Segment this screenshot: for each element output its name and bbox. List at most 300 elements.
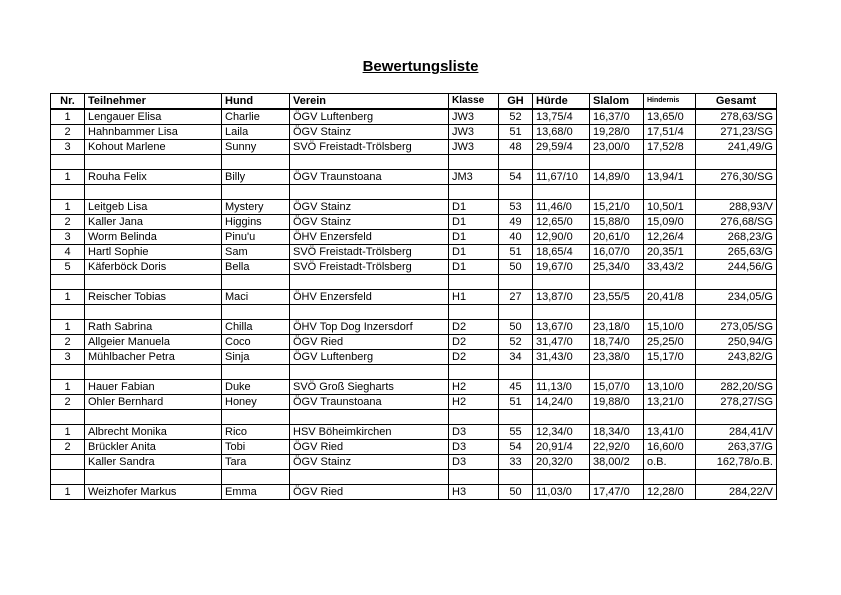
cell-teilnehmer: Hauer Fabian xyxy=(85,380,222,395)
cell-gesamt: 265,63/G xyxy=(696,245,777,260)
cell-slalom: 16,37/0 xyxy=(590,109,644,125)
cell-slalom: 15,07/0 xyxy=(590,380,644,395)
cell-gesamt: 234,05/G xyxy=(696,290,777,305)
cell-hund: Maci xyxy=(222,290,290,305)
cell-slalom: 18,74/0 xyxy=(590,335,644,350)
cell-verein: ÖGV Ried xyxy=(290,440,449,455)
header-slalom: Slalom xyxy=(590,94,644,110)
header-verein: Verein xyxy=(290,94,449,110)
cell-hindernis: 20,35/1 xyxy=(644,245,696,260)
table-row xyxy=(51,125,777,140)
cell-hund: Duke xyxy=(222,380,290,395)
table-row xyxy=(51,230,777,245)
empty-cell xyxy=(51,470,85,485)
cell-hund: Billy xyxy=(222,170,290,185)
cell-klasse: JM3 xyxy=(449,170,499,185)
cell-hund: Sunny xyxy=(222,140,290,155)
empty-cell xyxy=(449,470,499,485)
empty-cell xyxy=(644,275,696,290)
cell-huerde: 12,65/0 xyxy=(533,215,590,230)
empty-cell xyxy=(51,155,85,170)
cell-gh: 52 xyxy=(499,335,533,350)
cell-teilnehmer: Reischer Tobias xyxy=(85,290,222,305)
cell-hund: Honey xyxy=(222,395,290,410)
cell-gh: 50 xyxy=(499,260,533,275)
empty-cell xyxy=(499,365,533,380)
cell-verein: ÖGV Ried xyxy=(290,485,449,500)
cell-teilnehmer: Hahnbammer Lisa xyxy=(85,125,222,140)
empty-cell xyxy=(644,365,696,380)
cell-nr: 3 xyxy=(51,350,85,365)
table-row xyxy=(51,425,777,440)
cell-hindernis: 13,21/0 xyxy=(644,395,696,410)
cell-verein: ÖGV Stainz xyxy=(290,215,449,230)
empty-cell xyxy=(533,185,590,200)
cell-nr: 2 xyxy=(51,215,85,230)
empty-cell xyxy=(85,155,222,170)
cell-gh: 52 xyxy=(499,109,533,125)
cell-hund: Laila xyxy=(222,125,290,140)
cell-verein: HSV Böheimkirchen xyxy=(290,425,449,440)
cell-slalom: 18,34/0 xyxy=(590,425,644,440)
cell-nr: 1 xyxy=(51,425,85,440)
cell-nr: 1 xyxy=(51,290,85,305)
cell-teilnehmer: Lengauer Elisa xyxy=(85,109,222,125)
table-row xyxy=(51,380,777,395)
empty-cell xyxy=(290,470,449,485)
empty-cell xyxy=(696,185,777,200)
cell-klasse: D3 xyxy=(449,440,499,455)
cell-klasse: JW3 xyxy=(449,109,499,125)
cell-nr: 2 xyxy=(51,335,85,350)
header-hund: Hund xyxy=(222,94,290,110)
cell-klasse: H2 xyxy=(449,380,499,395)
cell-hund: Pinu'u xyxy=(222,230,290,245)
empty-cell xyxy=(449,155,499,170)
empty-cell xyxy=(51,305,85,320)
table-row xyxy=(51,290,777,305)
cell-gh: 51 xyxy=(499,395,533,410)
empty-cell xyxy=(696,275,777,290)
cell-gh: 51 xyxy=(499,245,533,260)
cell-verein: SVÖ Freistadt-Trölsberg xyxy=(290,140,449,155)
cell-hund: Tobi xyxy=(222,440,290,455)
table-row xyxy=(51,109,777,125)
empty-cell xyxy=(644,470,696,485)
empty-cell xyxy=(449,185,499,200)
cell-verein: ÖGV Luftenberg xyxy=(290,350,449,365)
empty-cell xyxy=(449,275,499,290)
cell-huerde: 13,87/0 xyxy=(533,290,590,305)
empty-cell xyxy=(290,410,449,425)
cell-nr: 1 xyxy=(51,320,85,335)
cell-hund: Chilla xyxy=(222,320,290,335)
cell-gh: 33 xyxy=(499,455,533,470)
table-row xyxy=(51,455,777,470)
cell-klasse: D2 xyxy=(449,335,499,350)
cell-slalom: 17,47/0 xyxy=(590,485,644,500)
cell-teilnehmer: Mühlbacher Petra xyxy=(85,350,222,365)
empty-cell xyxy=(222,305,290,320)
empty-cell xyxy=(51,275,85,290)
cell-nr: 3 xyxy=(51,140,85,155)
cell-gh: 34 xyxy=(499,350,533,365)
spacer-row xyxy=(51,470,777,485)
empty-cell xyxy=(290,155,449,170)
cell-verein: ÖGV Traunstoana xyxy=(290,170,449,185)
cell-teilnehmer: Kaller Jana xyxy=(85,215,222,230)
empty-cell xyxy=(499,410,533,425)
cell-klasse: D1 xyxy=(449,245,499,260)
empty-cell xyxy=(85,410,222,425)
cell-slalom: 22,92/0 xyxy=(590,440,644,455)
cell-gh: 40 xyxy=(499,230,533,245)
cell-teilnehmer: Leitgeb Lisa xyxy=(85,200,222,215)
cell-hindernis: 12,28/0 xyxy=(644,485,696,500)
cell-huerde: 13,75/4 xyxy=(533,109,590,125)
cell-gesamt: 250,94/G xyxy=(696,335,777,350)
cell-hindernis: 15,17/0 xyxy=(644,350,696,365)
cell-klasse: D2 xyxy=(449,320,499,335)
cell-teilnehmer: Kohout Marlene xyxy=(85,140,222,155)
table-row xyxy=(51,245,777,260)
cell-teilnehmer: Worm Belinda xyxy=(85,230,222,245)
cell-hindernis: 10,50/1 xyxy=(644,200,696,215)
empty-cell xyxy=(290,365,449,380)
spacer-row xyxy=(51,410,777,425)
cell-gesamt: 243,82/G xyxy=(696,350,777,365)
cell-verein: SVÖ Freistadt-Trölsberg xyxy=(290,260,449,275)
empty-cell xyxy=(85,185,222,200)
empty-cell xyxy=(499,155,533,170)
cell-huerde: 31,43/0 xyxy=(533,350,590,365)
cell-klasse: D3 xyxy=(449,455,499,470)
cell-slalom: 23,18/0 xyxy=(590,320,644,335)
cell-nr: 2 xyxy=(51,440,85,455)
empty-cell xyxy=(222,275,290,290)
cell-klasse: D2 xyxy=(449,350,499,365)
empty-cell xyxy=(222,185,290,200)
cell-slalom: 23,55/5 xyxy=(590,290,644,305)
table-row xyxy=(51,200,777,215)
cell-slalom: 25,34/0 xyxy=(590,260,644,275)
cell-slalom: 23,00/0 xyxy=(590,140,644,155)
cell-gesamt: 241,49/G xyxy=(696,140,777,155)
cell-klasse: D3 xyxy=(449,425,499,440)
table-row xyxy=(51,485,777,500)
table-row xyxy=(51,395,777,410)
cell-gesamt: 278,27/SG xyxy=(696,395,777,410)
empty-cell xyxy=(590,155,644,170)
cell-gh: 48 xyxy=(499,140,533,155)
empty-cell xyxy=(696,410,777,425)
empty-cell xyxy=(449,365,499,380)
cell-nr: 1 xyxy=(51,380,85,395)
empty-cell xyxy=(85,470,222,485)
cell-klasse: D1 xyxy=(449,215,499,230)
table-row xyxy=(51,170,777,185)
cell-gesamt: 276,30/SG xyxy=(696,170,777,185)
empty-cell xyxy=(499,275,533,290)
cell-gesamt: 268,23/G xyxy=(696,230,777,245)
empty-cell xyxy=(533,305,590,320)
spacer-row xyxy=(51,275,777,290)
cell-hund: Sam xyxy=(222,245,290,260)
cell-teilnehmer: Rath Sabrina xyxy=(85,320,222,335)
empty-cell xyxy=(85,305,222,320)
cell-gh: 55 xyxy=(499,425,533,440)
header-hindernis: Hindernis xyxy=(644,94,696,110)
cell-hindernis: 13,10/0 xyxy=(644,380,696,395)
empty-cell xyxy=(222,365,290,380)
empty-cell xyxy=(51,185,85,200)
empty-cell xyxy=(222,155,290,170)
cell-nr: 2 xyxy=(51,395,85,410)
cell-hindernis: 17,52/8 xyxy=(644,140,696,155)
cell-nr: 3 xyxy=(51,230,85,245)
empty-cell xyxy=(85,275,222,290)
cell-huerde: 12,90/0 xyxy=(533,230,590,245)
empty-cell xyxy=(222,470,290,485)
cell-hund: Bella xyxy=(222,260,290,275)
cell-gesamt: 288,93/V xyxy=(696,200,777,215)
cell-slalom: 14,89/0 xyxy=(590,170,644,185)
cell-hund: Charlie xyxy=(222,109,290,125)
cell-gh: 49 xyxy=(499,215,533,230)
empty-cell xyxy=(644,185,696,200)
cell-nr: 1 xyxy=(51,485,85,500)
cell-hund: Rico xyxy=(222,425,290,440)
cell-nr: 5 xyxy=(51,260,85,275)
empty-cell xyxy=(696,155,777,170)
cell-verein: ÖGV Stainz xyxy=(290,125,449,140)
cell-nr: 1 xyxy=(51,170,85,185)
table-row xyxy=(51,440,777,455)
cell-huerde: 14,24/0 xyxy=(533,395,590,410)
cell-verein: ÖGV Luftenberg xyxy=(290,109,449,125)
empty-cell xyxy=(449,305,499,320)
cell-klasse: JW3 xyxy=(449,140,499,155)
cell-teilnehmer: Brückler Anita xyxy=(85,440,222,455)
cell-huerde: 11,03/0 xyxy=(533,485,590,500)
cell-verein: ÖHV Enzersfeld xyxy=(290,290,449,305)
cell-gh: 27 xyxy=(499,290,533,305)
cell-gesamt: 273,05/SG xyxy=(696,320,777,335)
cell-slalom: 38,00/2 xyxy=(590,455,644,470)
empty-cell xyxy=(590,410,644,425)
cell-nr: 1 xyxy=(51,109,85,125)
empty-cell xyxy=(590,185,644,200)
empty-cell xyxy=(644,305,696,320)
cell-hund: Sinja xyxy=(222,350,290,365)
cell-teilnehmer: Rouha Felix xyxy=(85,170,222,185)
cell-verein: SVÖ Freistadt-Trölsberg xyxy=(290,245,449,260)
cell-slalom: 20,61/0 xyxy=(590,230,644,245)
table-header-row xyxy=(51,94,777,110)
cell-hindernis: 15,10/0 xyxy=(644,320,696,335)
cell-verein: ÖGV Traunstoana xyxy=(290,395,449,410)
empty-cell xyxy=(499,185,533,200)
cell-gh: 54 xyxy=(499,440,533,455)
table-row xyxy=(51,140,777,155)
cell-huerde: 20,91/4 xyxy=(533,440,590,455)
cell-slalom: 19,28/0 xyxy=(590,125,644,140)
cell-huerde: 11,13/0 xyxy=(533,380,590,395)
empty-cell xyxy=(590,275,644,290)
table-body xyxy=(51,109,777,500)
empty-cell xyxy=(533,470,590,485)
cell-klasse: JW3 xyxy=(449,125,499,140)
cell-teilnehmer: Ohler Bernhard xyxy=(85,395,222,410)
spacer-row xyxy=(51,305,777,320)
results-table xyxy=(50,93,777,500)
cell-nr: 2 xyxy=(51,125,85,140)
cell-teilnehmer: Käferböck Doris xyxy=(85,260,222,275)
cell-huerde: 13,67/0 xyxy=(533,320,590,335)
table-row xyxy=(51,215,777,230)
cell-hund: Emma xyxy=(222,485,290,500)
empty-cell xyxy=(590,365,644,380)
cell-huerde: 11,67/10 xyxy=(533,170,590,185)
page-title: Bewertungsliste xyxy=(362,58,479,75)
cell-verein: ÖGV Stainz xyxy=(290,200,449,215)
cell-hund: Coco xyxy=(222,335,290,350)
header-teilnehmer: Teilnehmer xyxy=(85,94,222,110)
cell-teilnehmer: Albrecht Monika xyxy=(85,425,222,440)
cell-hindernis: 13,41/0 xyxy=(644,425,696,440)
cell-slalom: 15,21/0 xyxy=(590,200,644,215)
cell-hindernis: 33,43/2 xyxy=(644,260,696,275)
empty-cell xyxy=(51,410,85,425)
empty-cell xyxy=(590,305,644,320)
empty-cell xyxy=(644,155,696,170)
cell-nr xyxy=(51,455,85,470)
cell-gh: 50 xyxy=(499,485,533,500)
cell-huerde: 31,47/0 xyxy=(533,335,590,350)
cell-gesamt: 284,41/V xyxy=(696,425,777,440)
cell-gesamt: 284,22/V xyxy=(696,485,777,500)
cell-huerde: 19,67/0 xyxy=(533,260,590,275)
empty-cell xyxy=(499,305,533,320)
cell-verein: ÖHV Enzersfeld xyxy=(290,230,449,245)
cell-slalom: 16,07/0 xyxy=(590,245,644,260)
cell-nr: 1 xyxy=(51,200,85,215)
cell-gesamt: 162,78/o.B. xyxy=(696,455,777,470)
table-row xyxy=(51,320,777,335)
cell-klasse: D1 xyxy=(449,230,499,245)
table-row xyxy=(51,260,777,275)
spacer-row xyxy=(51,155,777,170)
cell-gesamt: 278,63/SG xyxy=(696,109,777,125)
cell-klasse: D1 xyxy=(449,200,499,215)
cell-gesamt: 263,37/G xyxy=(696,440,777,455)
empty-cell xyxy=(222,410,290,425)
cell-huerde: 20,32/0 xyxy=(533,455,590,470)
empty-cell xyxy=(590,470,644,485)
cell-teilnehmer: Kaller Sandra xyxy=(85,455,222,470)
cell-klasse: H3 xyxy=(449,485,499,500)
empty-cell xyxy=(499,470,533,485)
cell-nr: 4 xyxy=(51,245,85,260)
cell-hindernis: 25,25/0 xyxy=(644,335,696,350)
cell-verein: SVÖ Groß Siegharts xyxy=(290,380,449,395)
cell-gh: 51 xyxy=(499,125,533,140)
empty-cell xyxy=(290,185,449,200)
cell-verein: ÖGV Stainz xyxy=(290,455,449,470)
empty-cell xyxy=(533,410,590,425)
cell-slalom: 15,88/0 xyxy=(590,215,644,230)
cell-huerde: 13,68/0 xyxy=(533,125,590,140)
table-row xyxy=(51,350,777,365)
cell-huerde: 12,34/0 xyxy=(533,425,590,440)
cell-teilnehmer: Weizhofer Markus xyxy=(85,485,222,500)
cell-gesamt: 244,56/G xyxy=(696,260,777,275)
cell-huerde: 18,65/4 xyxy=(533,245,590,260)
header-nr: Nr. xyxy=(51,94,85,110)
cell-gh: 54 xyxy=(499,170,533,185)
cell-klasse: H1 xyxy=(449,290,499,305)
cell-gesamt: 276,68/SG xyxy=(696,215,777,230)
header-gh: GH xyxy=(499,94,533,110)
cell-verein: ÖGV Ried xyxy=(290,335,449,350)
cell-hindernis: 12,26/4 xyxy=(644,230,696,245)
empty-cell xyxy=(290,275,449,290)
cell-gh: 53 xyxy=(499,200,533,215)
cell-verein: ÖHV Top Dog Inzersdorf xyxy=(290,320,449,335)
cell-hund: Tara xyxy=(222,455,290,470)
cell-klasse: D1 xyxy=(449,260,499,275)
empty-cell xyxy=(533,155,590,170)
cell-huerde: 11,46/0 xyxy=(533,200,590,215)
empty-cell xyxy=(696,305,777,320)
spacer-row xyxy=(51,185,777,200)
cell-gh: 45 xyxy=(499,380,533,395)
empty-cell xyxy=(533,365,590,380)
cell-hindernis: 17,51/4 xyxy=(644,125,696,140)
empty-cell xyxy=(696,470,777,485)
cell-gesamt: 271,23/SG xyxy=(696,125,777,140)
cell-slalom: 23,38/0 xyxy=(590,350,644,365)
empty-cell xyxy=(85,365,222,380)
cell-hindernis: 13,65/0 xyxy=(644,109,696,125)
empty-cell xyxy=(644,410,696,425)
header-klasse: Klasse xyxy=(449,94,499,110)
cell-hindernis: 20,41/8 xyxy=(644,290,696,305)
cell-hund: Mystery xyxy=(222,200,290,215)
cell-slalom: 19,88/0 xyxy=(590,395,644,410)
empty-cell xyxy=(449,410,499,425)
table-row xyxy=(51,335,777,350)
cell-hindernis: 16,60/0 xyxy=(644,440,696,455)
cell-hund: Higgins xyxy=(222,215,290,230)
empty-cell xyxy=(51,365,85,380)
header-gesamt: Gesamt xyxy=(696,94,777,110)
cell-teilnehmer: Hartl Sophie xyxy=(85,245,222,260)
cell-hindernis: 13,94/1 xyxy=(644,170,696,185)
cell-hindernis: 15,09/0 xyxy=(644,215,696,230)
cell-teilnehmer: Allgeier Manuela xyxy=(85,335,222,350)
cell-hindernis: o.B. xyxy=(644,455,696,470)
spacer-row xyxy=(51,365,777,380)
cell-huerde: 29,59/4 xyxy=(533,140,590,155)
cell-gesamt: 282,20/SG xyxy=(696,380,777,395)
cell-klasse: H2 xyxy=(449,395,499,410)
header-huerde: Hürde xyxy=(533,94,590,110)
empty-cell xyxy=(290,305,449,320)
empty-cell xyxy=(696,365,777,380)
empty-cell xyxy=(533,275,590,290)
cell-gh: 50 xyxy=(499,320,533,335)
